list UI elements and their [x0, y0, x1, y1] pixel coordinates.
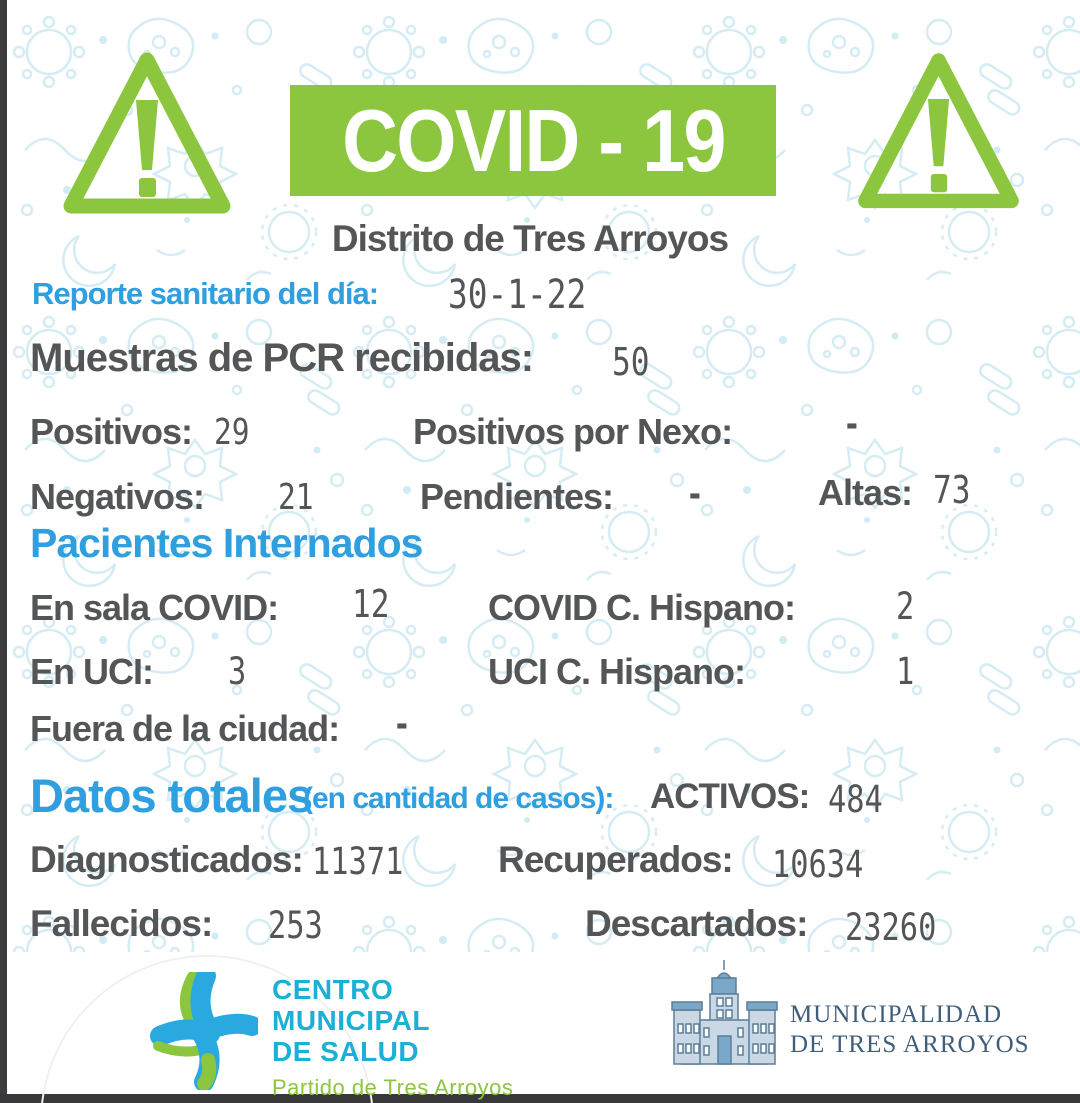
totals-section-subtitle: (en cantidad de casos):: [303, 782, 614, 815]
report-date-label: Reporte sanitario del día:: [32, 276, 379, 311]
hospitalized-section-title: Pacientes Internados: [30, 520, 423, 566]
covid-title-banner: [290, 85, 776, 196]
positives-by-link-label: Positivos por Nexo:: [413, 411, 733, 452]
pcr-samples-value: 50: [612, 340, 650, 384]
negatives-label: Negativos:: [30, 476, 205, 517]
health-center-logo-text: [272, 974, 513, 1103]
pcr-samples-label: Muestras de PCR recibidas:: [30, 336, 534, 380]
covid-ward-value: 12: [352, 582, 390, 626]
page-title: COVID - 19: [341, 90, 725, 190]
health-center-name-line3: DE SALUD: [272, 1036, 420, 1067]
diagnosed-label: Diagnosticados:: [30, 839, 303, 880]
active-cases-value: 484: [828, 778, 883, 821]
pending-value: -: [686, 474, 704, 515]
municipality-logo-text: [790, 1000, 1030, 1060]
discharged-value: 73: [933, 468, 971, 512]
icu-label: En UCI:: [30, 651, 153, 692]
positives-label: Positivos:: [30, 411, 193, 452]
health-center-name-line1: CENTRO: [272, 974, 394, 1005]
positives-by-link-value: -: [843, 404, 861, 445]
discarded-value: 23260: [845, 906, 937, 949]
health-cross-icon: [150, 972, 258, 1090]
active-cases-label: ACTIVOS:: [650, 777, 810, 816]
recovered-value: 10634: [772, 843, 864, 886]
negatives-value: 21: [278, 477, 314, 518]
district-subtitle: Distrito de Tres Arroyos: [331, 218, 729, 259]
left-border: [0, 0, 7, 1103]
totals-section-title: Datos totales: [30, 769, 313, 822]
positives-value: 29: [214, 412, 250, 453]
pending-label: Pendientes:: [420, 476, 614, 517]
discharged-label: Altas:: [818, 472, 913, 513]
discarded-label: Descartados:: [585, 903, 808, 944]
icu-hispano-label: UCI C. Hispano:: [488, 651, 746, 692]
covid-hispano-label: COVID C. Hispano:: [488, 587, 796, 628]
deceased-label: Fallecidos:: [30, 903, 213, 944]
icu-value: 3: [228, 650, 247, 693]
health-center-name-line2: MUNICIPAL: [272, 1005, 430, 1036]
warning-triangle-icon: [850, 38, 1028, 233]
report-date-value: 30-1-22: [448, 272, 587, 318]
icu-hispano-value: 1: [896, 650, 915, 693]
health-center-tagline: Partido de Tres Arroyos: [272, 1075, 514, 1100]
municipality-name-line1: MUNICIPALIDAD: [790, 1001, 1003, 1028]
out-of-city-value: -: [393, 704, 411, 745]
municipality-name-line2: DE TRES ARROYOS: [790, 1031, 1030, 1058]
municipal-building-icon: [662, 958, 787, 1078]
warning-triangle-icon: [55, 38, 240, 238]
out-of-city-label: Fuera de la ciudad:: [30, 708, 340, 749]
diagnosed-value: 11371: [312, 840, 404, 883]
covid-hispano-value: 2: [896, 585, 915, 628]
recovered-label: Recuperados:: [498, 839, 733, 880]
covid-ward-label: En sala COVID:: [30, 587, 279, 628]
deceased-value: 253: [268, 904, 323, 947]
